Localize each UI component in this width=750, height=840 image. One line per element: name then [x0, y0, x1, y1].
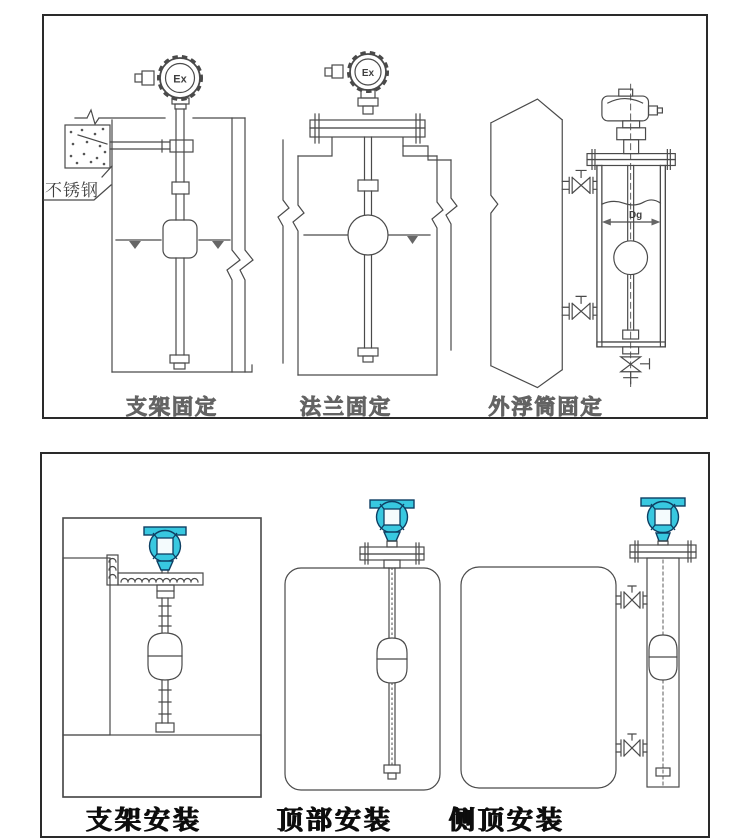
tank-liquid [493, 255, 560, 311]
figure-label-flange-fixing: 法兰固定 [300, 396, 392, 419]
stem-clamp [170, 140, 193, 152]
float-icon [377, 638, 407, 683]
figure-external-chamber-fixing-drawing [475, 55, 708, 390]
stem-weight [384, 765, 400, 773]
level-symbol [407, 236, 418, 244]
brick-wall [63, 558, 110, 735]
figure-label-bracket-fixing: 支架固定 [126, 396, 218, 419]
figure-bracket-fixing-drawing [44, 45, 270, 390]
float-ball-icon [348, 215, 388, 255]
drain-valve-icon [621, 347, 650, 384]
bracket-arm [110, 140, 170, 152]
figure-top-installation-drawing [280, 495, 445, 795]
connection-stack [617, 121, 646, 154]
transmitter-head-icon [602, 89, 662, 121]
chamber-flange [587, 150, 675, 170]
pit-right-wall [227, 118, 253, 372]
stem [176, 109, 184, 355]
tank-walls [293, 156, 443, 375]
stem-weight [358, 348, 378, 356]
isolation-valve-icon [562, 170, 597, 193]
liquid-dashes [468, 653, 609, 781]
tank [461, 567, 616, 788]
figure-flange-fixing-drawing [270, 50, 490, 390]
float-icon [163, 220, 197, 258]
mounting-flange [360, 543, 424, 564]
ex-badge: Ex [173, 73, 187, 86]
stainless-steel-note: 不锈钢 [45, 181, 99, 200]
transmitter-head-icon [135, 57, 202, 110]
transmitter-head-icon [144, 527, 186, 570]
chamber-flange [630, 541, 696, 562]
stem-collar [172, 182, 189, 194]
figure-label-external-chamber-fixing: 外浮筒固定 [488, 396, 604, 419]
figure-label-top-installation: 顶部安装 [276, 805, 393, 835]
isolation-valve-icon [562, 296, 597, 319]
chamber-liquid-surface [602, 200, 660, 205]
stem-collar [384, 560, 400, 568]
process-tank-walls [491, 99, 562, 388]
figure-label-bracket-installation: 支架安装 [85, 805, 202, 835]
tank [285, 568, 440, 790]
panel-installation-methods [40, 452, 710, 838]
plate-brace [78, 135, 107, 144]
liquid-dashes [292, 655, 433, 785]
ex-badge: Ex [361, 68, 375, 79]
stem-weight [156, 723, 174, 732]
plate-bolt-dots [70, 128, 107, 166]
brick-floor [63, 735, 261, 797]
bracket-platform [118, 573, 203, 585]
dg-dimension-label: Dg [629, 210, 643, 222]
connection-valve-icon [616, 586, 647, 608]
panel-fixing-methods [42, 14, 708, 419]
chamber-liquid [602, 277, 660, 297]
transmitter-head-icon [325, 53, 388, 115]
connection-valve-icon [616, 734, 647, 756]
stem-weight [170, 355, 189, 363]
wall-hatching [103, 120, 112, 372]
figure-side-top-installation-drawing [458, 490, 708, 795]
mounting-flange [310, 114, 425, 143]
ceiling-line [75, 110, 245, 124]
level-symbols [129, 241, 224, 249]
stem-collar [358, 180, 378, 191]
figure-label-side-top-installation: 侧顶安装 [448, 805, 565, 835]
float-ball-icon [614, 241, 648, 275]
support-bracket [403, 146, 451, 160]
transmitter-head-icon [370, 500, 414, 547]
transmitter-head-icon [641, 498, 685, 545]
figure-bracket-installation-drawing [55, 510, 275, 800]
floor-hatching [112, 373, 245, 381]
